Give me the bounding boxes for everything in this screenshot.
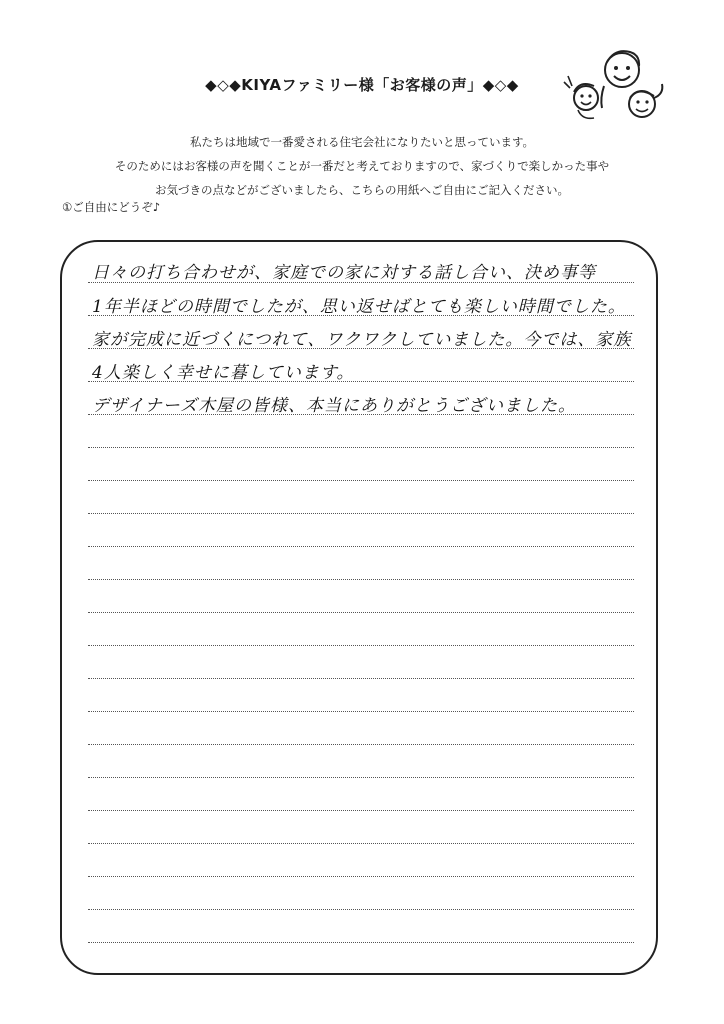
- ruled-line: [88, 480, 634, 481]
- prompt-label: ①ご自由にどうぞ♪: [62, 200, 161, 214]
- handwritten-line: デザイナーズ木屋の皆様、本当にありがとうございました。: [92, 396, 576, 416]
- ruled-line: [88, 612, 634, 613]
- handwritten-line: 日々の打ち合わせが、家庭での家に対する話し合い、決め事等: [92, 263, 596, 283]
- intro-line: そのためにはお客様の声を聞くことが一番だと考えておりますので、家づくりで楽しかった事や: [114, 159, 610, 173]
- ruled-line: [88, 876, 634, 877]
- handwritten-line: 家が完成に近づくにつれて、ワクワクしていました。今では、家族: [92, 330, 632, 350]
- page-title: ◆◇◆KIYAファミリー様「お客様の声」◆◇◆: [205, 76, 519, 94]
- handwritten-line: 1年半ほどの時間でしたが、思い返せばとても楽しい時間でした。: [92, 297, 626, 317]
- ruled-line: [88, 909, 634, 910]
- intro-line: 私たちは地域で一番愛される住宅会社になりたいと思っています。: [189, 135, 535, 149]
- ruled-line: [88, 942, 634, 943]
- family-faces-drawing-icon: [560, 46, 670, 128]
- ruled-lines: [60, 240, 658, 975]
- ruled-line: [88, 678, 634, 679]
- ruled-line: [88, 447, 634, 448]
- ruled-line: [88, 546, 634, 547]
- ruled-line: [88, 777, 634, 778]
- ruled-line: [88, 744, 634, 745]
- ruled-line: [88, 711, 634, 712]
- ruled-line: [88, 645, 634, 646]
- intro-line: お気づきの点などがございましたら、こちらの用紙へご自由にご記入ください。: [155, 183, 569, 197]
- ruled-line: [88, 810, 634, 811]
- ruled-line: [88, 843, 634, 844]
- handwritten-line: 4人楽しく幸せに暮しています。: [92, 363, 355, 383]
- ruled-line: [88, 579, 634, 580]
- intro-text: [0, 130, 724, 202]
- ruled-line: [88, 513, 634, 514]
